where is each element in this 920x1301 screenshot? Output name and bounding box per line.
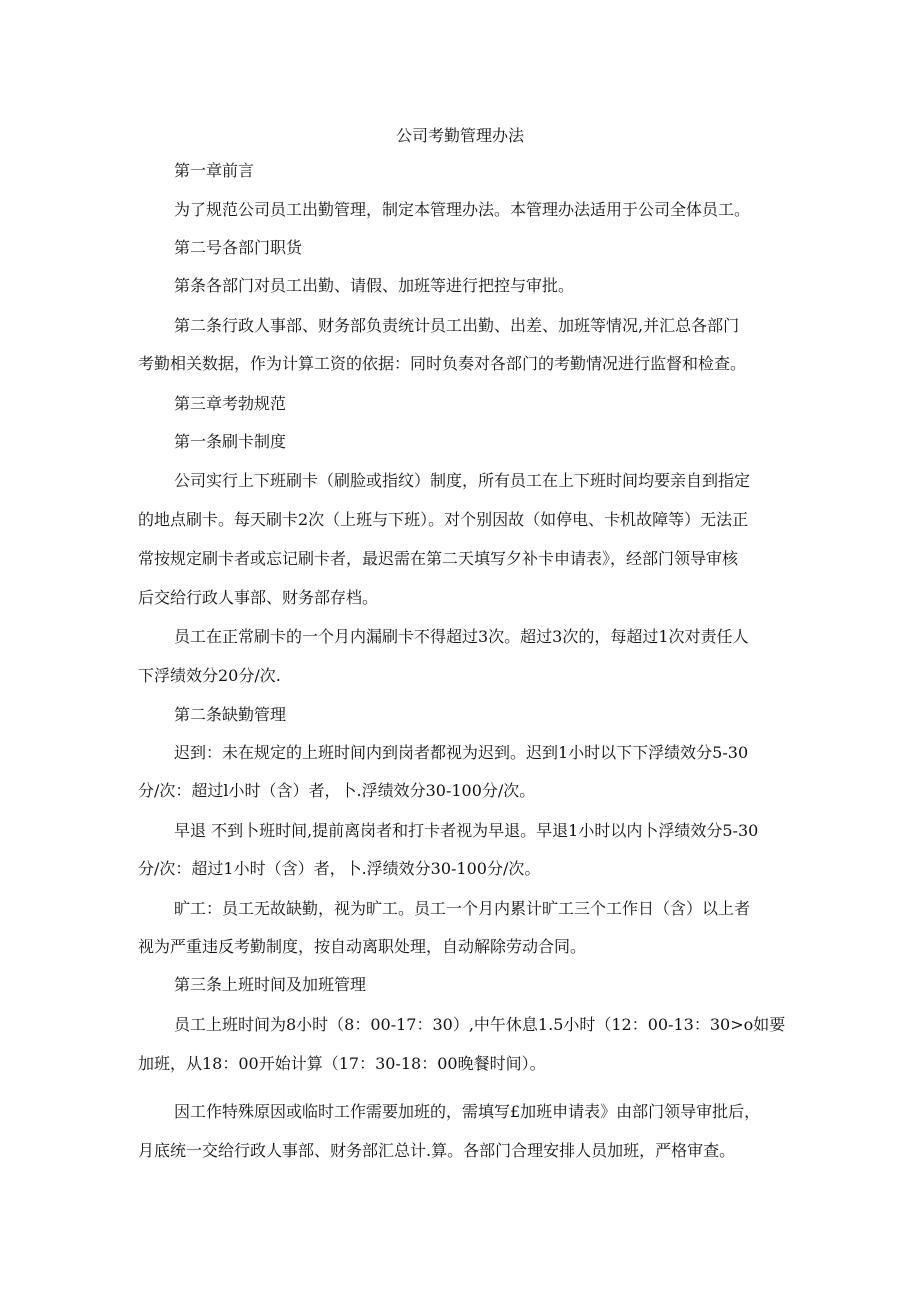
paragraph-line: 的地点刷卡。每天刷卡2次（上班与下班）。对个别因故（如停电、卡机故障等）无法正 [138, 510, 749, 529]
section-heading: 第二条缺勤管理 [174, 705, 287, 724]
paragraph-line: 分/次：超过1小时（含）者，卜.浮绩效分30-100分/次。 [138, 859, 541, 878]
paragraph-line: 第二条行政人事部、财务部负责统计员工出勤、出差、加班等情况,并汇总各部门 [174, 316, 740, 335]
paragraph-line: 加班，从18：00开始计算（17：30-18：00晚餐时间）。 [138, 1054, 546, 1073]
paragraph-line: 下浮绩效分20分/次. [138, 666, 281, 685]
paragraph-line: 考勤相关数据，作为计算工资的依据：同时负奏对各部门的考勤情况进行监督和检查。 [138, 354, 747, 373]
paragraph-line: 为了规范公司员工出勤管理，制定本管理办法。本管理办法适用于公司全体员工。 [174, 200, 751, 219]
chapter-heading: 第二号各部门职货 [174, 238, 303, 257]
paragraph-line: 因工作特殊原因或临时工作需要加班的，需填写£加班申请表》由部门领导审批后， [174, 1102, 761, 1121]
chapter-heading: 第三章考勃规范 [174, 394, 287, 413]
paragraph-line: 员工在正常刷卡的一个月内漏刷卡不得超过3次。超过3次的，每超过1次对责任人 [174, 627, 749, 646]
paragraph-line: 月底统一交给行政人事部、财务部汇总计.算。各部门合理安排人员加班，严格审查。 [138, 1141, 736, 1160]
section-heading: 第一条刷卡制度 [174, 432, 287, 451]
section-heading: 第三条上班时间及加班管理 [174, 975, 367, 994]
paragraph-line: 后交给行政人事部、财务部存档。 [138, 588, 379, 607]
paragraph-line: 第条各部门对员工出勤、请假、加班等进行把控与审批。 [174, 276, 575, 295]
paragraph-line: 常按规定刷卡者或忘记刷卡者，最迟需在第二天填写夕补卡申请表》，经部门领导审核 [138, 549, 739, 568]
paragraph-line: 分/次：超过l小时（含）者，卜.浮绩效分30-100分/次。 [138, 781, 536, 800]
paragraph-line: 早退 不到卜班时间,提前离岗者和打卡者视为早退。早退1小时以内卜浮绩效分5-30 [174, 821, 759, 840]
paragraph-line: 旷工：员工无故缺勤，视为旷工。员工一个月内累计旷工三个工作日（含）以上者 [174, 899, 751, 918]
paragraph-line: 迟到：未在规定的上班时间内到岗者都视为迟到。迟到1小时以下下浮绩效分5-30 [174, 743, 749, 762]
document-title: 公司考勤管理办法 [395, 126, 524, 145]
paragraph-line: 视为严重违反考勤制度，按自动离职处理，自动解除劳动合同。 [138, 937, 587, 956]
paragraph-line: 公司实行上下班刷卡（刷脸或指纹）制度，所有员工在上下班时间均要亲自到指定 [174, 471, 751, 490]
paragraph-line: 员工上班时间为8小时（8：00-17：30）,中午休息1.5小时（12：00-13：30>o如要 [174, 1015, 786, 1034]
chapter-heading: 第一章前言 [174, 161, 255, 180]
